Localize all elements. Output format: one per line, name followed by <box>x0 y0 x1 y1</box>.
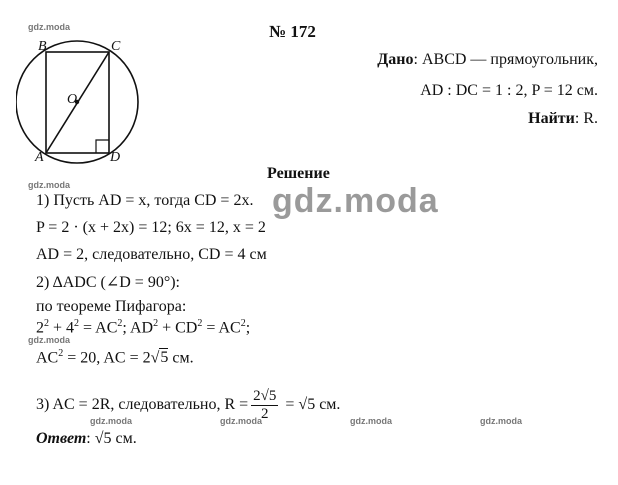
watermark-small: gdz.moda <box>28 180 70 190</box>
watermark-large: gdz.moda <box>272 182 439 220</box>
watermark-small: gdz.moda <box>220 416 262 426</box>
vertex-label-d: D <box>110 150 121 165</box>
fraction: $\frac{2√5}{2}$ <box>253 388 277 422</box>
given-line-1: : ABCD — прямоугольник, <box>413 51 598 68</box>
watermark-small: gdz.moda <box>28 335 70 345</box>
solution-line-4: 2) ΔADC (∠D = 90°): <box>36 274 180 291</box>
vertex-label-a: A <box>35 150 44 165</box>
answer-label: Ответ <box>36 430 87 447</box>
watermark-small: gdz.moda <box>90 416 132 426</box>
given-block <box>377 44 598 106</box>
solution-heading: Решение <box>267 165 330 182</box>
problem-number: № 172 <box>269 22 316 41</box>
solution-line-3: AD = 2, следовательно, CD = 4 см <box>36 246 267 263</box>
find-block <box>528 110 598 128</box>
answer-line <box>36 430 137 448</box>
solution-line-6: $2^2 + 4^2 = AC^2$; $AD^2 + CD^2 = AC^2$; <box>36 318 251 337</box>
solution-line-1: 1) Пусть AD = x, тогда CD = 2x. <box>36 192 254 209</box>
watermark-small: gdz.moda <box>350 416 392 426</box>
solution-line-7: $AC^2 = 20$, AC = 2√5 см. <box>36 348 194 367</box>
solution-line-2: P = 2 · (x + 2x) = 12; 6x = 12, x = 2 <box>36 219 266 236</box>
solution-line-5: по теореме Пифагора: <box>36 298 187 315</box>
vertex-label-c: C <box>111 39 121 54</box>
center-label-o: O <box>67 92 78 107</box>
watermark-small: gdz.moda <box>28 22 70 32</box>
solution-line-8: 3) AC = 2R, следовательно, R = $\frac{2√5}{2}$ = √5 см. <box>36 388 341 422</box>
right-angle-mark <box>96 140 109 153</box>
watermark-small: gdz.moda <box>480 416 522 426</box>
given-label: Дано <box>377 51 414 68</box>
find-value: : R. <box>574 110 598 127</box>
given-line-2: AD : DC = 1 : 2, P = 12 см. <box>420 82 598 99</box>
find-label: Найти <box>528 110 575 127</box>
vertex-label-b: B <box>38 39 47 54</box>
answer-value: : √5 см. <box>86 430 137 447</box>
